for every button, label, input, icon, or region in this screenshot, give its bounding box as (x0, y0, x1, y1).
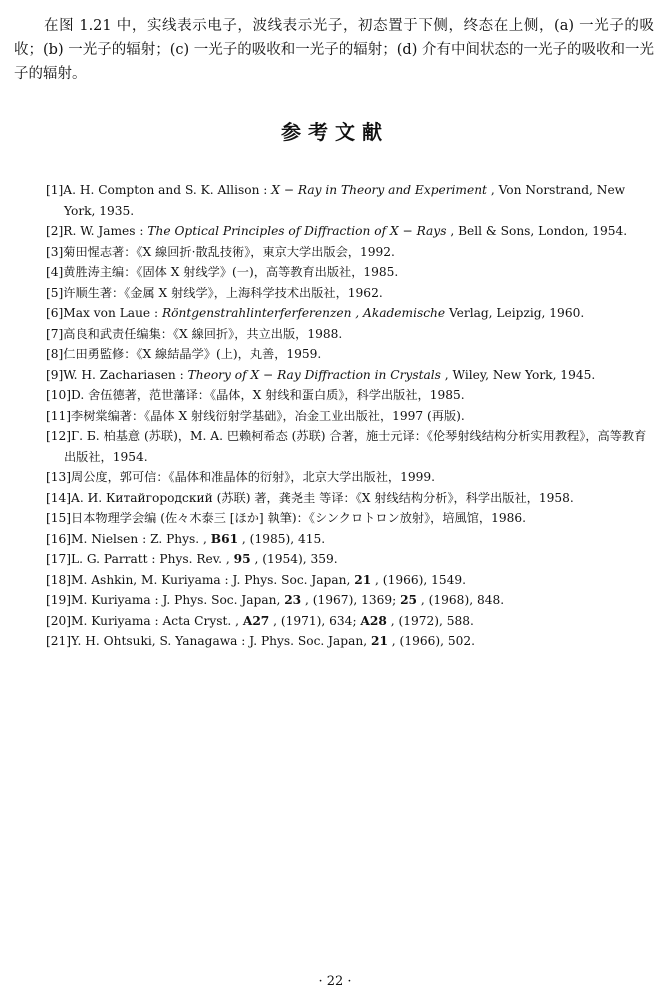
reference-text: 25 (400, 593, 418, 607)
reference-number: [4] (46, 265, 64, 279)
reference-text: A. И. Китайгородский (苏联) 著，龚尧圭 等译：《X 射线结构分析》，科学出版社，1958. (71, 490, 574, 505)
reference-number: [3] (46, 244, 64, 259)
reference-number: [6] (46, 306, 64, 320)
reference-text: , (1966), 502. (387, 634, 475, 648)
reference-number: [7] (46, 326, 64, 341)
reference-text: Röntgenstrahlinterferferenzen , Akademische (161, 306, 446, 320)
reference-item (46, 180, 658, 221)
reference-text: L. G. Parratt : Phys. Rev. , (71, 552, 234, 566)
reference-text: The Optical Principles of Diffraction of X − Rays (147, 224, 447, 238)
reference-item (46, 631, 658, 652)
reference-text: 21 (370, 634, 388, 648)
reference-item (46, 221, 658, 242)
reference-text: , (1968), 848. (417, 593, 505, 607)
references-heading: 参考文献 (281, 120, 389, 144)
reference-number: [1] (46, 183, 64, 197)
reference-text: A. H. Compton and S. K. Allison : (63, 183, 272, 197)
reference-number: [2] (46, 224, 64, 238)
reference-number: [5] (46, 285, 64, 300)
reference-item (46, 406, 658, 427)
reference-text: W. H. Zachariasen : (63, 367, 188, 382)
reference-item (46, 262, 658, 283)
reference-item (46, 283, 658, 304)
reference-text: , Wiley, New York, 1945. (440, 367, 596, 382)
reference-text: 李树棠编著：《晶体 X 射线衍射学基础》，冶金工业出版社，1997 (再版). (71, 408, 465, 423)
reference-text: R. W. James : (63, 224, 148, 238)
reference-text: , (1971), 634; (269, 613, 361, 628)
reference-text: A27 (242, 613, 270, 628)
reference-text: 周公度，郭可信：《晶体和准晶体的衍射》，北京大学出版社，1999. (71, 470, 435, 484)
reference-number: [17] (46, 552, 72, 566)
reference-number: [10] (46, 388, 72, 402)
reference-item (46, 529, 658, 550)
reference-item (46, 426, 658, 467)
reference-number: [11] (46, 408, 72, 423)
reference-text: M. Nielsen : Z. Phys. , (71, 531, 211, 546)
reference-list (46, 180, 658, 652)
reference-number: [21] (46, 634, 72, 648)
reference-number: [19] (46, 593, 72, 607)
reference-text: D. 舍伍德著，范世藩译：《晶体，X 射线和蛋白质》，科学出版社，1985. (71, 388, 465, 402)
intro-paragraph: 在图 1.21 中，实线表示电子，波线表示光子，初态置于下侧，终态在上侧，(a) 一光子的吸收；(b) 一光子的辐射；(c) 一光子的吸收和一光子的辐射；(d) 介有中间状态的一光子的吸收和一光子的辐射。 (14, 18, 654, 82)
reference-number: [12] (46, 429, 72, 443)
reference-text: Max von Laue : (63, 306, 162, 320)
reference-text: X − Ray in Theory and Experiment (271, 183, 487, 197)
reference-text: Y. H. Ohtsuki, S. Yanagawa : J. Phys. Soc. Japan, (71, 634, 371, 648)
reference-item (46, 467, 658, 488)
reference-text: 许顺生著：《金属 X 射线学》，上海科学技术出版社，1962. (63, 285, 383, 300)
reference-item (46, 488, 658, 509)
reference-item (46, 570, 658, 591)
reference-text: Theory of X − Ray Diffraction in Crystals (187, 367, 441, 382)
reference-text: 21 (354, 572, 372, 587)
reference-text: , Von Norstrand, New York, 1935. (64, 183, 626, 218)
reference-text: , (1972), 588. (386, 613, 474, 628)
reference-text: 95 (233, 552, 251, 566)
reference-text: 仁田勇監修：《X 線結晶学》(上)，丸善，1959. (63, 347, 322, 361)
reference-text: 23 (284, 593, 302, 607)
reference-text: 高良和武责任编集：《X 線回折》，共立出版，1988. (63, 326, 343, 341)
reference-text: B61 (210, 531, 239, 546)
reference-number: [13] (46, 470, 72, 484)
reference-text: 菊田惺志著：《X 線回折·散乱技術》，東京大学出版会，1992. (63, 244, 395, 259)
reference-item (46, 385, 658, 406)
reference-number: [9] (46, 367, 64, 382)
reference-item (46, 324, 658, 345)
reference-text: , (1966), 1549. (371, 572, 466, 587)
reference-number: [15] (46, 511, 72, 525)
reference-text: 黄胜涛主编：《固体 X 射线学》(一)，高等教育出版社，1985. (63, 265, 399, 279)
reference-text: Г. Б. 柏基意 (苏联)，M. A. 巴赖柯希态 (苏联) 合著，施士元译：《伦琴射线结构分析实用教程》，高等教育出版社，1954. (64, 429, 647, 464)
reference-item (46, 344, 658, 365)
reference-number: [18] (46, 572, 72, 587)
reference-item (46, 590, 658, 611)
reference-text: A28 (360, 613, 387, 628)
reference-item (46, 303, 658, 324)
reference-text: M. Kuriyama : J. Phys. Soc. Japan, (71, 593, 285, 607)
reference-item (46, 365, 658, 386)
reference-text: , Bell & Sons, London, 1954. (446, 224, 628, 238)
reference-number: [20] (46, 613, 72, 628)
reference-text: , (1954), 359. (250, 552, 338, 566)
page-number: · 22 · (318, 974, 352, 989)
reference-number: [8] (46, 347, 64, 361)
reference-number: [16] (46, 531, 72, 546)
reference-item (46, 242, 658, 263)
reference-text: , (1967), 1369; (301, 593, 401, 607)
reference-item (46, 508, 658, 529)
reference-number: [14] (46, 490, 72, 505)
reference-text: 日本物理学会编 (佐々木泰三 [ほか] 執筆)：《シンクロトロン放射》，培風馆，1986. (71, 511, 527, 525)
reference-text: M. Ashkin, M. Kuriyama : J. Phys. Soc. Japan, (71, 572, 355, 587)
reference-text: M. Kuriyama : Acta Cryst. , (71, 613, 243, 628)
reference-item (46, 611, 658, 632)
reference-text: Verlag, Leipzig, 1960. (445, 306, 585, 320)
reference-item (46, 549, 658, 570)
reference-text: , (1985), 415. (238, 531, 326, 546)
